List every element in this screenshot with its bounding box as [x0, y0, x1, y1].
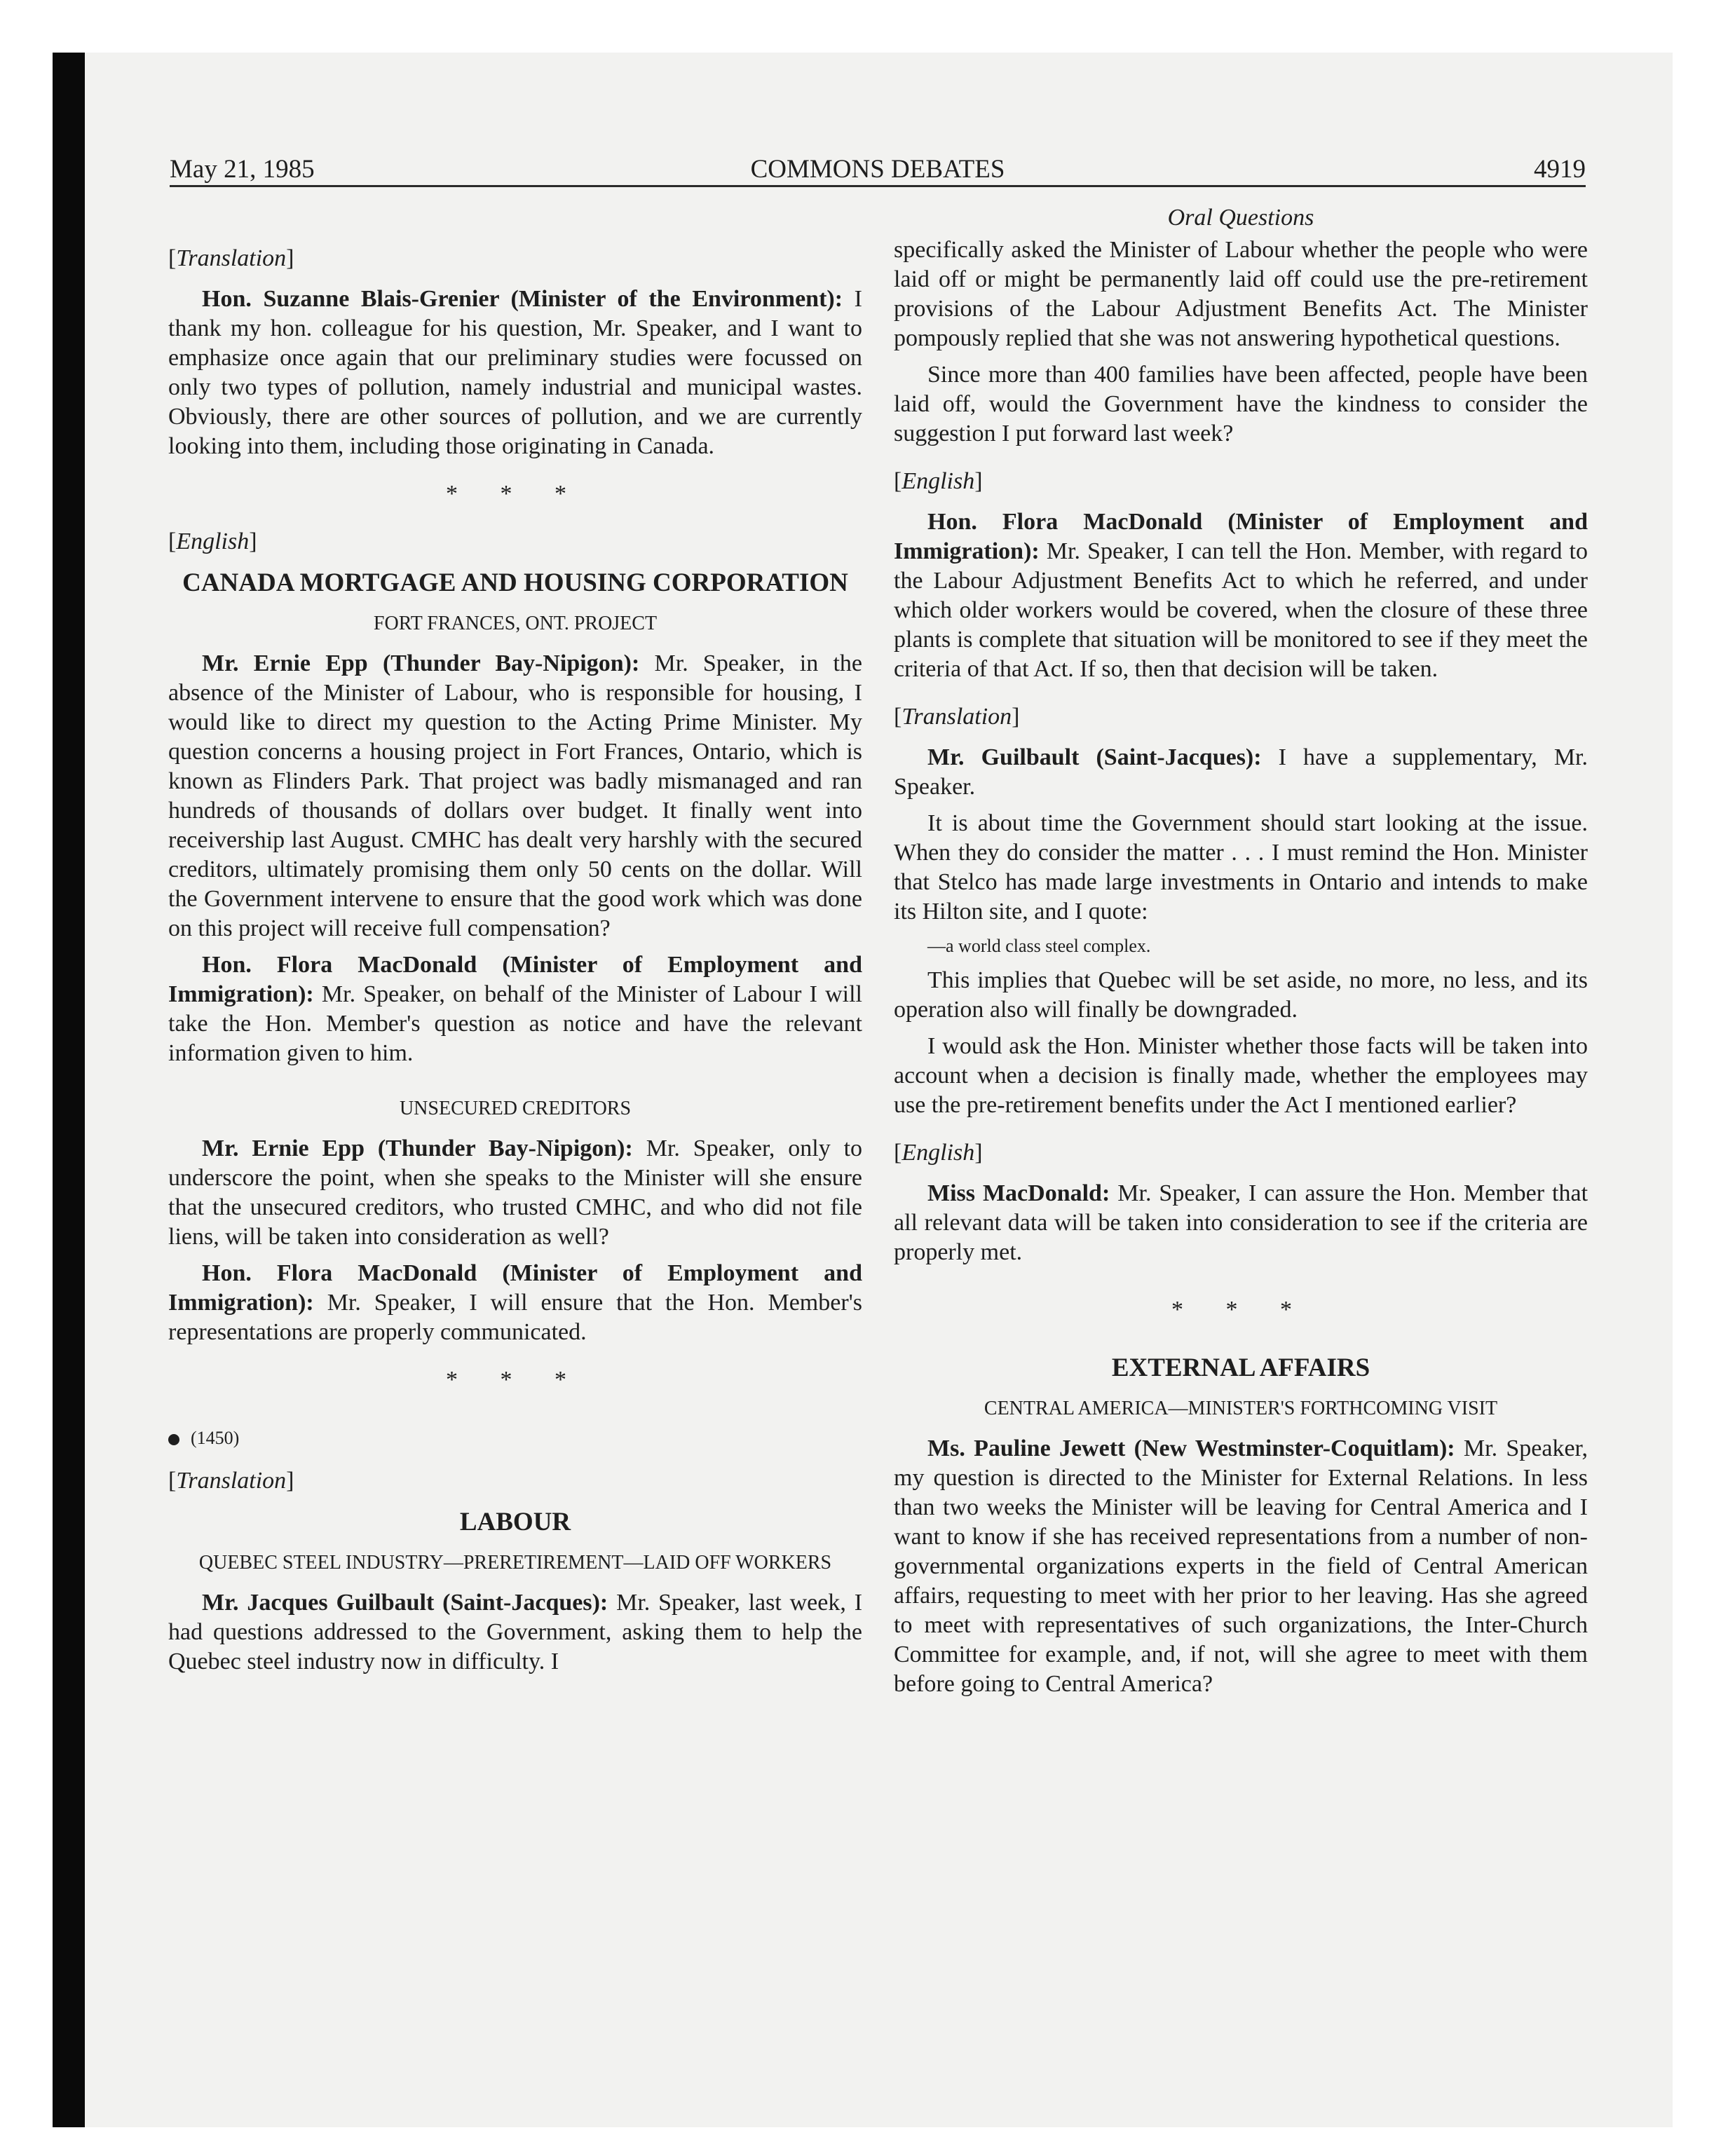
- english-note: [English]: [894, 468, 983, 494]
- speech-paragraph: Hon. Flora MacDonald (Minister of Employment and Immigration): Mr. Speaker, on behalf of the Minister of Labour I will take the Hon. Member's question as notice and have the relevant information given to him.: [168, 952, 862, 1066]
- translation-note: [Translation]: [894, 704, 1020, 730]
- speech-paragraph: Hon. Suzanne Blais-Grenier (Minister of the Environment): I thank my hon. colleague for his question, Mr. Speaker, and I want to emphasize once again that our preliminary studies were focussed on only two types of pollution, namely industrial and municipal wastes. Obviously, there are other sources of pollution, and we are currently looking into them, including those originating in Canada.: [168, 286, 862, 459]
- speech-paragraph: It is about time the Government should start looking at the issue. When they do consider the matter . . . I must remind the Hon. Minister that Stelco has made large investments in Ontario and intends to make its Hilton site, and I quote:: [894, 810, 1588, 925]
- left-column: [168, 203, 862, 1684]
- translation-note: [Translation]: [168, 1468, 294, 1494]
- column-head: Oral Questions: [1167, 205, 1314, 231]
- scan-edge: [53, 53, 85, 2127]
- speaker-name: Hon. Flora MacDonald (Minister of Employment and Immigration):: [168, 1260, 862, 1316]
- speaker-name: Hon. Flora MacDonald (Minister of Employment and Immigration):: [168, 952, 862, 1007]
- english-note: [English]: [894, 1140, 983, 1166]
- speech-paragraph: Mr. Ernie Epp (Thunder Bay-Nipigon): Mr. Speaker, in the absence of the Minister of Labour, who is responsible for housing, I would like to direct my question to the Acting Prime Minister. My question concerns a housing project in Fort Frances, Ontario, which is known as Flinders Park. That project was badly mismanaged and ran hundreds of thousands of dollars over budget. It finally went into receivership last August. CMHC has dealt very harshly with the secured creditors, ultimately promising them only 50 cents on the dollar. Will the Government intervene to ensure that the good work which was done on this project will receive full compensation?: [168, 650, 863, 941]
- time-marker: (1450): [168, 1426, 862, 1451]
- section-separator: * * *: [446, 1367, 585, 1393]
- speaker-name: Mr. Ernie Epp (Thunder Bay-Nipigon):: [202, 650, 640, 676]
- speech-paragraph: Mr. Guilbault (Saint-Jacques): I have a supplementary, Mr. Speaker.: [894, 744, 1588, 800]
- speech-paragraph: Miss MacDonald: Mr. Speaker, I can assure the Hon. Member that all relevant data will be taken into consideration to see if the criteria are properly met.: [894, 1180, 1588, 1265]
- bullet-icon: [168, 1434, 179, 1445]
- speech-paragraph: Ms. Pauline Jewett (New Westminster-Coquitlam): Mr. Speaker, my question is directed to the Minister for External Relations. In less than two weeks the Minister will be leaving for Central America and I want to know if she has received representations from a number of non-governmental organizations experts in the field of Central American affairs, requesting to meet with her prior to her leaving. Has she agreed to meet with representatives of such organizations, the Inter-Church Committee for example, and, if not, will she agree to meet with them before going to Central America?: [894, 1435, 1588, 1697]
- subsection-heading: QUEBEC STEEL INDUSTRY—PRERETIREMENT—LAID OFF WORKERS: [198, 1552, 832, 1574]
- speech-paragraph: specifically asked the Minister of Labour whether the people who were laid off or might be permanently laid off could use the pre-retirement provisions of the Labour Adjustment Benefits Act. The Minister pompously replied that she was not answering hypothetical questions.: [894, 237, 1588, 351]
- speaker-name: Ms. Pauline Jewett (New Westminster-Coquitlam):: [927, 1435, 1455, 1461]
- subsection-heading: CENTRAL AMERICA—MINISTER'S FORTHCOMING VISIT: [984, 1398, 1498, 1419]
- running-head: [170, 153, 1586, 186]
- section-separator: * * *: [1171, 1297, 1310, 1323]
- speaker-name: Mr. Guilbault (Saint-Jacques):: [927, 744, 1262, 770]
- right-column: [894, 203, 1588, 1706]
- speech-paragraph: Hon. Flora MacDonald (Minister of Employment and Immigration): Mr. Speaker, I will ensure that the Hon. Member's representations are properly communicated.: [168, 1260, 863, 1345]
- subsection-heading: UNSECURED CREDITORS: [399, 1098, 632, 1119]
- block-quote: —a world class steel complex.: [927, 936, 1151, 956]
- speaker-name: Hon. Suzanne Blais-Grenier (Minister of the Environment):: [202, 286, 843, 312]
- speech-paragraph: Mr. Ernie Epp (Thunder Bay-Nipigon): Mr. Speaker, only to underscore the point, when she speaks to the Minister will she ensure that the unsecured creditors, who trusted CMHC, and who did not file liens, will be taken into consideration as well?: [168, 1135, 863, 1250]
- speaker-name: Miss MacDonald:: [927, 1180, 1110, 1206]
- header-rule: [170, 185, 1586, 187]
- section-heading: LABOUR: [459, 1508, 571, 1536]
- english-note: [English]: [168, 528, 257, 554]
- section-heading: EXTERNAL AFFAIRS: [1111, 1353, 1370, 1382]
- speech-paragraph: Since more than 400 families have been affected, people have been laid off, would the Government have the kindness to consider the suggestion I put forward last week?: [894, 362, 1588, 446]
- speaker-name: Hon. Flora MacDonald (Minister of Employment and Immigration):: [894, 509, 1588, 564]
- subsection-heading: FORT FRANCES, ONT. PROJECT: [373, 613, 658, 634]
- speech-paragraph: Hon. Flora MacDonald (Minister of Employment and Immigration): Mr. Speaker, I can tell the Hon. Member, with regard to the Labour Adjustment Benefits Act to which he referred, and under which older workers would be covered, when the closure of these three plants is complete that situation will be monitored to see if they meet the criteria of that Act. If so, then that decision will be taken.: [894, 509, 1588, 682]
- speech-paragraph: This implies that Quebec will be set aside, no more, no less, and its operation also will finally be downgraded.: [894, 967, 1588, 1023]
- section-heading: CANADA MORTGAGE AND HOUSING CORPORATION: [182, 568, 848, 597]
- translation-note: [Translation]: [168, 245, 294, 271]
- speech-paragraph: Mr. Jacques Guilbault (Saint-Jacques): Mr. Speaker, last week, I had questions addressed to the Government, asking them to help the Quebec steel industry now in difficulty. I: [168, 1590, 863, 1674]
- section-separator: * * *: [446, 481, 585, 507]
- header-page-number: 4919: [1534, 155, 1586, 184]
- speech-paragraph: I would ask the Hon. Minister whether those facts will be taken into account when a decision is finally made, whether the employees may use the pre-retirement benefits under the Act I mentioned earlier?: [894, 1033, 1588, 1118]
- header-publication: COMMONS DEBATES: [750, 155, 1005, 184]
- speaker-name: Mr. Ernie Epp (Thunder Bay-Nipigon):: [202, 1135, 633, 1161]
- header-date: May 21, 1985: [170, 155, 315, 184]
- speaker-name: Mr. Jacques Guilbault (Saint-Jacques):: [202, 1590, 608, 1616]
